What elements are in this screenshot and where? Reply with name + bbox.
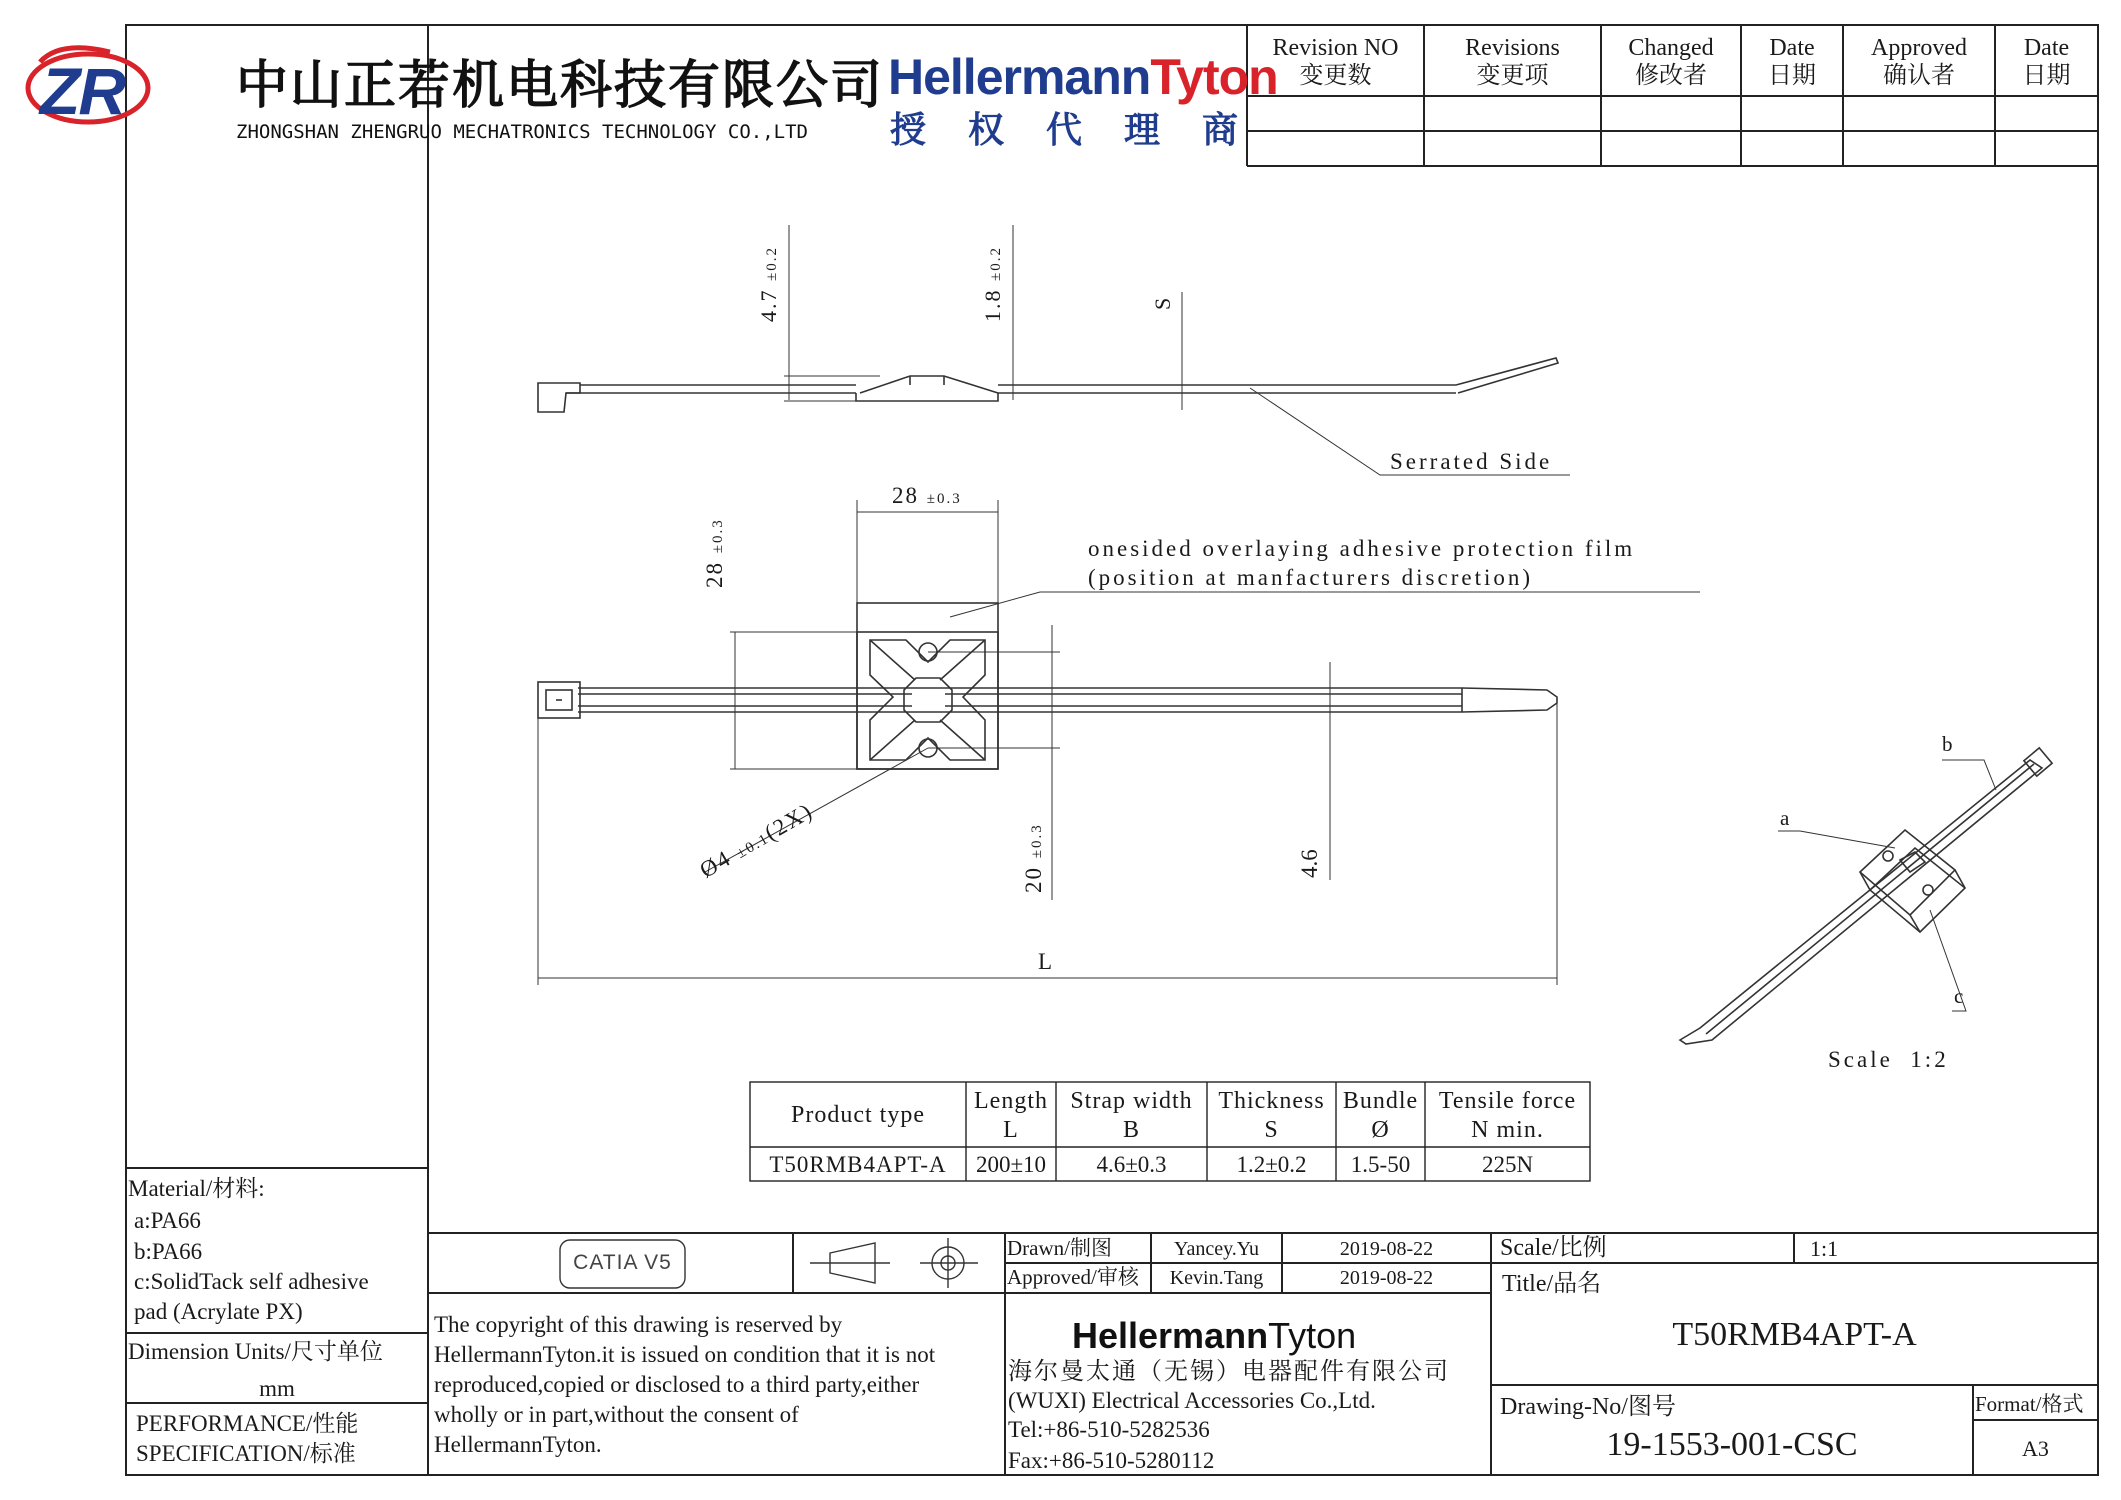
dim-tol: ±0.3 (710, 518, 726, 554)
dim-value: 28 (892, 483, 919, 508)
drawn-label: Drawn/制图 (1007, 1236, 1112, 1260)
drawn-by: Yancey.Yu (1174, 1238, 1259, 1260)
dim-tol: ±0.3 (1029, 823, 1045, 859)
dim-plate-width (892, 484, 962, 507)
spec-cell-bundle: 1.5-50 (1350, 1152, 1411, 1177)
title-value: T50RMB4APT-A (1672, 1316, 1917, 1353)
rev-col-cn: 修改者 (1635, 62, 1707, 89)
spec-head-line: Length (974, 1088, 1048, 1114)
rev-col-en: Date (1769, 35, 1815, 61)
drawing-no-label: Drawing-No/图号 (1500, 1394, 1676, 1420)
perf-line-2: SPECIFICATION/标准 (136, 1441, 356, 1466)
film-note-2: (position at manfacturers discretion) (1088, 565, 1534, 590)
rev-col-en: Revisions (1465, 35, 1560, 61)
units-title: Dimension Units/尺寸单位 (128, 1339, 383, 1364)
approved-label: Approved/审核 (1007, 1265, 1139, 1289)
rev-col-1 (1424, 35, 1601, 90)
spec-head-thickness (1207, 1087, 1336, 1145)
rev-col-0 (1247, 35, 1424, 90)
company-name-en: ZHONGSHAN ZHENGRUO MECHATRONICS TECHNOLOGY CO.,LTD (236, 121, 808, 143)
rev-col-en: Approved (1871, 35, 1967, 61)
rev-col-cn: 变更数 (1299, 62, 1372, 89)
material-b: b:PA66 (134, 1239, 203, 1264)
spec-cell-tensile: 225N (1481, 1152, 1534, 1177)
spec-head-bundle (1336, 1087, 1425, 1145)
film-note-1: onesided overlaying adhesive protection film (1088, 536, 1636, 561)
rev-col-en: Changed (1628, 35, 1714, 61)
sheet-frame (126, 25, 2098, 1475)
dim-strap-width: 4.6 (1297, 849, 1322, 878)
rev-col-en: Date (2023, 35, 2070, 61)
serrated-side-label: Serrated Side (1390, 449, 1553, 474)
spec-head-strap-width (1056, 1087, 1207, 1145)
spec-head-line: S (1264, 1116, 1279, 1143)
projection-symbol-icon (810, 1238, 978, 1288)
rev-col-4 (1843, 35, 1995, 90)
dim-hole-offset (1022, 823, 1045, 893)
dim-count: (2X) (760, 797, 818, 846)
rev-col-cn: 日期 (2022, 62, 2071, 89)
company-cn: 海尔曼太通（无锡）电器配件有限公司 (1008, 1359, 1450, 1385)
dim-tol: ±0.3 (926, 491, 962, 507)
dim-tol: ±0.2 (764, 246, 780, 281)
title-label: Title/品名 (1502, 1271, 1602, 1297)
authorized-dealer: 授 权 代 理 商 (890, 109, 1239, 150)
spec-head-line: B (1122, 1116, 1140, 1143)
rev-col-3 (1741, 35, 1843, 90)
drawn-date: 2019-08-22 (1339, 1238, 1434, 1260)
format-label: Format/格式 (1975, 1392, 2084, 1416)
iso-label-c: c (1954, 984, 1964, 1008)
rev-col-cn: 变更项 (1476, 62, 1549, 89)
iso-scale: Scale 1:2 (1828, 1047, 1949, 1072)
spec-cell-thickness: 1.2±0.2 (1236, 1152, 1307, 1177)
logo-letters: ZR (40, 54, 124, 128)
spec-head-line: Tensile force (1438, 1088, 1577, 1114)
company-en: (WUXI) Electrical Accessories Co.,Ltd. (1008, 1388, 1376, 1413)
dim-length-label: L (1038, 949, 1053, 974)
brand-hellermann: Hellermann (888, 49, 1151, 105)
brand-tyton: Tyton (1268, 1315, 1357, 1356)
dim-plate-height (703, 518, 726, 588)
dim-side-s: S (1150, 297, 1175, 310)
perf-line-1: PERFORMANCE/性能 (136, 1411, 359, 1436)
spec-cell-strap-width: 4.6±0.3 (1096, 1152, 1167, 1177)
company-fax: Fax:+86-510-5280112 (1008, 1448, 1215, 1473)
iso-label-a: a (1780, 806, 1790, 830)
dim-value: 1.8 (980, 288, 1005, 322)
material-c1: c:SolidTack self adhesive (134, 1269, 369, 1294)
spec-head-line: L (1003, 1116, 1019, 1143)
dim-side-base (982, 246, 1004, 322)
dim-tol: ±0.2 (988, 246, 1004, 281)
copyright-1: The copyright of this drawing is reserved by (434, 1312, 843, 1337)
rev-col-2 (1601, 35, 1741, 90)
units-value: mm (259, 1376, 295, 1401)
dim-value: Ø4 (695, 845, 736, 883)
scale-label: Scale/比例 (1500, 1235, 1607, 1261)
format-value: A3 (2022, 1436, 2049, 1461)
spec-head-product-type: Product type (791, 1102, 925, 1128)
copyright-5: HellermannTyton. (434, 1432, 602, 1457)
material-c2: pad (Acrylate PX) (134, 1299, 303, 1324)
rev-col-cn: 确认者 (1883, 62, 1955, 89)
rev-col-5 (1995, 35, 2098, 90)
dim-tol: ±0.1 (734, 830, 773, 862)
dim-value: 20 (1021, 866, 1046, 893)
approved-date: 2019-08-22 (1339, 1267, 1434, 1289)
hellermanntyton-logo (888, 49, 1278, 105)
approved-by: Kevin.Tang (1169, 1267, 1264, 1289)
spec-head-line: Strap width (1070, 1088, 1193, 1114)
copyright-4: wholly or in part,without the consent of (434, 1402, 799, 1427)
drawing-no: 19-1553-001-CSC (1606, 1426, 1858, 1463)
spec-head-line: Thickness (1218, 1088, 1325, 1114)
material-title: Material/材料: (128, 1176, 265, 1201)
software-badge: CATIA V5 (573, 1251, 672, 1274)
iso-view (1680, 748, 2052, 1044)
spec-head-tensile (1425, 1087, 1590, 1145)
dim-value: 4.7 (756, 288, 781, 322)
rev-col-en: Revision NO (1272, 35, 1399, 61)
company-brand-logo (1072, 1315, 1357, 1356)
material-a: a:PA66 (134, 1208, 201, 1233)
brand-tyton: Tyton (1150, 49, 1278, 105)
copyright-2: HellermannTyton.it is issued on condition that it is not (434, 1342, 936, 1367)
dim-side-height (758, 246, 780, 322)
company-name-cn: 中山正若机电科技有限公司 (236, 57, 885, 115)
copyright-3: reproduced,copied or disclosed to a third party,either (434, 1372, 920, 1397)
spec-cell-length: 200±10 (975, 1152, 1047, 1177)
dim-value: 28 (702, 561, 727, 588)
brand-hellermann: Hellermann (1072, 1315, 1269, 1356)
side-view (538, 225, 1570, 475)
rev-col-cn: 日期 (1768, 62, 1816, 89)
scale-value: 1:1 (1810, 1236, 1839, 1261)
iso-label-b: b (1942, 732, 1953, 756)
spec-cell-product: T50RMB4APT-A (769, 1152, 947, 1177)
spec-head-line: Ø (1371, 1116, 1390, 1143)
company-tel: Tel:+86-510-5282536 (1008, 1417, 1210, 1442)
spec-head-length (966, 1087, 1056, 1145)
spec-head-line: N min. (1471, 1116, 1544, 1143)
spec-head-line: Bundle (1342, 1088, 1419, 1114)
